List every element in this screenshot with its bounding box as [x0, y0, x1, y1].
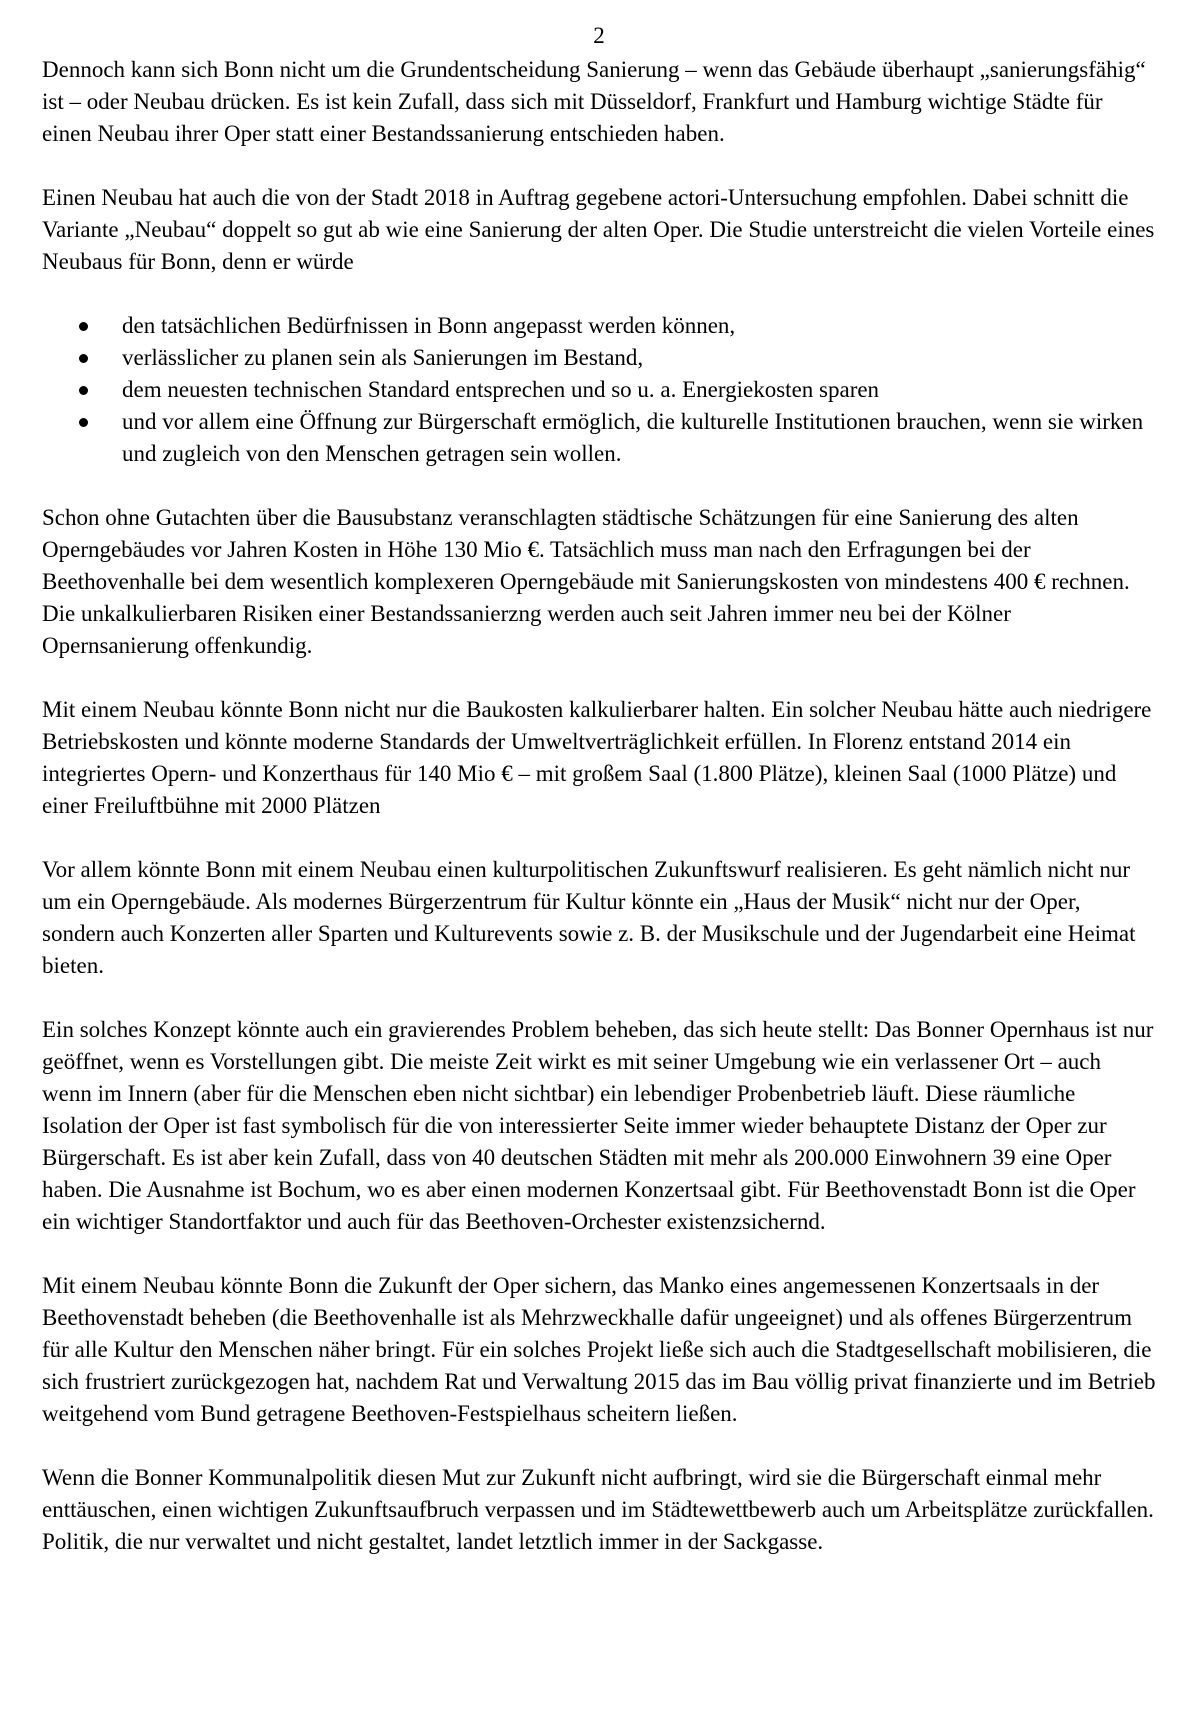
paragraph-actori-untersuchung: Einen Neubau hat auch die von der Stadt 2018 in Auftrag gegebene actori-Untersuchung empfohlen. Dabei schnitt die Variante „Neubau“ doppelt so gut ab wie eine Sanierung der alten Oper. Die Studie unterstreicht die vielen Vorteile eines Neubaus für Bonn, denn er würde	[42, 185, 1155, 274]
bullet-dot-icon	[79, 354, 88, 363]
bullet-item	[42, 374, 1156, 406]
bullet-dot-icon	[79, 322, 88, 331]
bullet-text: den tatsächlichen Bedürfnissen in Bonn angepasst werden können,	[122, 313, 736, 338]
paragraph-grundentscheidung: Dennoch kann sich Bonn nicht um die Grundentscheidung Sanierung – wenn das Gebäude überhaupt „sanierungsfähig“ ist – oder Neubau drücken. Es ist kein Zufall, dass sich mit Düsseldorf, Frankfurt und Hamburg wichtige Städte für einen Neubau ihrer Oper statt einer Bestandssanierung entschieden haben.	[42, 57, 1146, 146]
bullet-text: dem neuesten technischen Standard entsprechen und so u. a. Energiekosten sparen	[122, 377, 880, 402]
page-number: 2	[593, 23, 605, 48]
bullet-text: verlässlicher zu planen sein als Sanierungen im Bestand,	[122, 345, 644, 370]
bullet-item	[42, 406, 1156, 470]
bullet-item	[42, 342, 1156, 374]
paragraph-kommunalpolitik: Wenn die Bonner Kommunalpolitik diesen Mut zur Zukunft nicht aufbringt, wird sie die Bürgerschaft einmal mehr enttäuschen, einen wichtigen Zukunftsaufbruch verpassen und im Städtewettbewerb auch um Arbeitsplätze zurückfallen. Politik, die nur verwaltet und nicht gestaltet, landet letztlich immer in der Sackgasse.	[42, 1465, 1154, 1554]
bullet-list-vorteile	[42, 310, 1156, 470]
bullet-text: und vor allem eine Öffnung zur Bürgerschaft ermöglich, die kulturelle Institutionen brauchen, wenn sie wirken und zugleich von den Menschen getragen sein wollen.	[122, 409, 1144, 466]
paragraph-baukosten: Mit einem Neubau könnte Bonn nicht nur die Baukosten kalkulierbarer halten. Ein solcher Neubau hätte auch niedrigere Betriebskosten und könnte moderne Standards der Umweltverträglichkeit erfüllen. In Florenz entstand 2014 ein integriertes Opern- und Konzerthaus für 140 Mio € – mit großem Saal (1.800 Plätze), kleinen Saal (1000 Plätze) und einer Freiluftbühne mit 2000 Plätzen	[42, 697, 1152, 818]
bullet-item	[42, 310, 1156, 342]
bullet-dot-icon	[79, 418, 88, 427]
paragraph-konzept: Ein solches Konzept könnte auch ein gravierendes Problem beheben, das sich heute stellt: Das Bonner Opernhaus ist nur geöffnet, wenn es Vorstellungen gibt. Die meiste Zeit wirkt es mit seiner Umgebung wie ein verlassener Ort – auch wenn im Innern (aber für die Menschen eben nicht sichtbar) ein lebendiger Probenbetrieb läuft. Diese räumliche Isolation der Oper ist fast symbolisch für die von interessierter Seite immer wieder behauptete Distanz der Oper zur Bürgerschaft. Es ist aber kein Zufall, dass von 40 deutschen Städten mit mehr als 200.000 Einwohnern 39 eine Oper haben. Die Ausnahme ist Bochum, wo es aber einen modernen Konzertsaal gibt. Für Beethovenstadt Bonn ist die Oper ein wichtiger Standortfaktor und auch für das Beethoven-Orchester existenzsichernd.	[42, 1017, 1154, 1234]
bullet-dot-icon	[79, 386, 88, 395]
paragraph-sanierungskosten: Schon ohne Gutachten über die Bausubstanz veranschlagten städtische Schätzungen für eine Sanierung des alten Operngebäudes vor Jahren Kosten in Höhe 130 Mio €. Tatsächlich muss man nach den Erfragungen bei der Beethovenhalle bei dem wesentlich komplexeren Operngebäude mit Sanierungskosten von mindestens 400 € rechnen. Die unkalkulierbaren Risiken einer Bestandssanierzng werden auch seit Jahren immer neu bei der Kölner Opernsanierung offenkundig.	[42, 505, 1130, 658]
paragraph-zukunftswurf: Vor allem könnte Bonn mit einem Neubau einen kulturpolitischen Zukunftswurf realisieren. Es geht nämlich nicht nur um ein Operngebäude. Als modernes Bürgerzentrum für Kultur könnte ein „Haus der Musik“ nicht nur der Oper, sondern auch Konzerten aller Sparten und Kulturevents sowie z. B. der Musikschule und der Jugendarbeit eine Heimat bieten.	[42, 857, 1136, 978]
paragraph-zukunft-oper: Mit einem Neubau könnte Bonn die Zukunft der Oper sichern, das Manko eines angemessenen Konzertsaals in der Beethovenstadt beheben (die Beethovenhalle ist als Mehrzweckhalle dafür ungeeignet) und als offenes Bürgerzentrum für alle Kultur den Menschen näher bringt. Für ein solches Projekt ließe sich auch die Stadtgesellschaft mobilisieren, die sich frustriert zurückgezogen hat, nachdem Rat und Verwaltung 2015 das im Bau völlig privat finanzierte und im Betrieb weitgehend vom Bund getragene Beethoven-Festspielhaus scheitern ließen.	[42, 1273, 1156, 1426]
